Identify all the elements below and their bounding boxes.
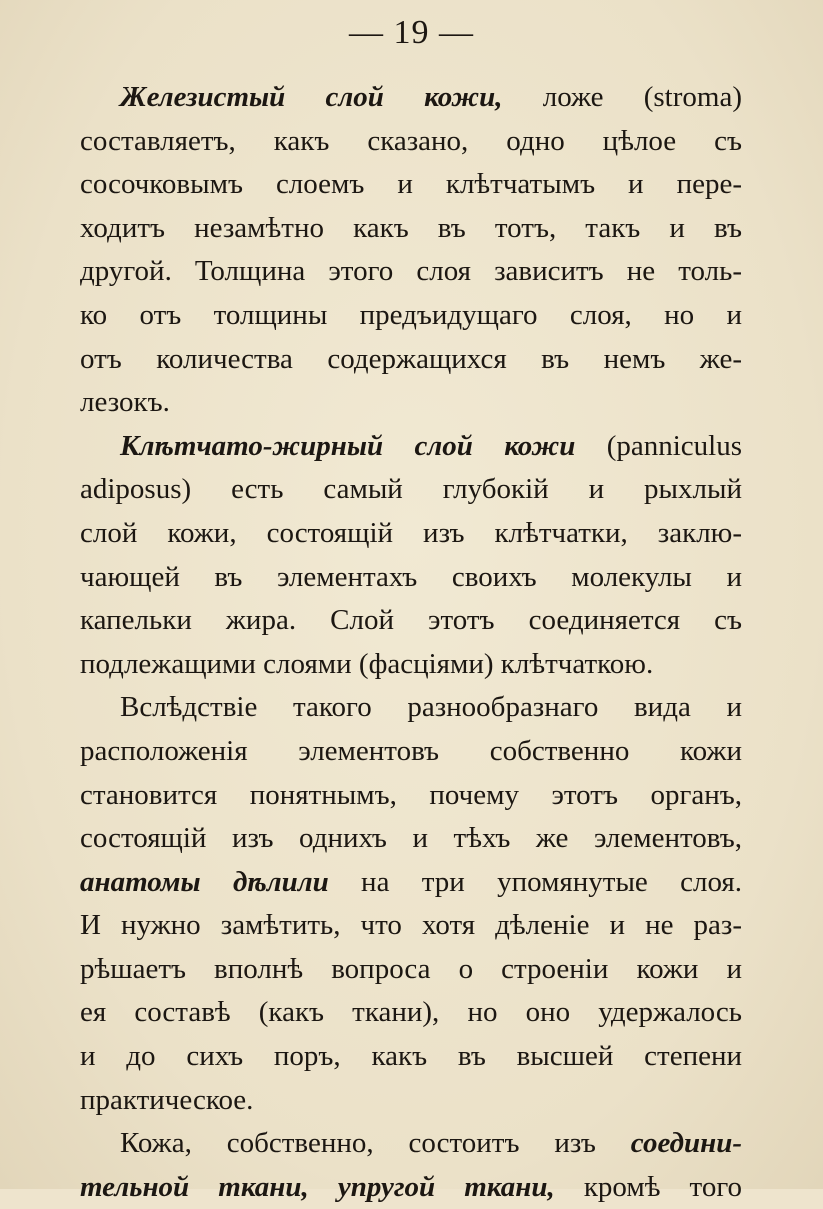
text-line: [80, 120, 742, 164]
text-run: ложе (stroma): [502, 81, 742, 113]
text-run: Кожа, собственно, состоитъ изъ: [120, 1127, 631, 1160]
text-run: состоящій изъ однихъ и тѣхъ же элементовъ,: [80, 822, 742, 855]
italic-term: тельной ткани, упругой ткани,: [80, 1170, 555, 1203]
italic-term: соедини-: [630, 1127, 742, 1160]
text-line: [80, 948, 742, 992]
text-line: [80, 730, 742, 774]
text-line: [80, 774, 742, 818]
text-run: (panniculus: [575, 429, 742, 462]
text-line: [80, 1035, 742, 1079]
text-line: [80, 468, 742, 512]
body-text: [80, 76, 742, 1209]
text-line: [80, 1079, 742, 1123]
text-run: составляетъ, какъ сказано, одно цѣлое съ: [80, 124, 742, 157]
text-run: ходитъ незамѣтно какъ въ тотъ, такъ и въ: [80, 211, 742, 244]
text-line: [80, 599, 742, 643]
text-run: чающей въ элементахъ своихъ молекулы и: [80, 560, 742, 593]
text-line: [80, 643, 742, 687]
text-line: [80, 163, 742, 207]
text-run: слой кожи, состоящій изъ клѣтчатки, заклю-: [80, 516, 742, 549]
text-run: на три упомянутые слоя.: [328, 865, 742, 898]
text-run: практическое.: [80, 1083, 254, 1116]
text-run: капельки жира. Слой этотъ соединяется съ: [80, 604, 742, 637]
text-run: И нужно замѣтить, что хотя дѣленіе и не раз-: [80, 909, 742, 942]
text-run: рѣшаетъ вполнѣ вопроса о строеніи кожи и: [80, 952, 742, 985]
text-run: лезокъ.: [80, 386, 170, 419]
text-line: [80, 512, 742, 556]
text-run: и до сихъ поръ, какъ въ высшей степени: [80, 1040, 742, 1073]
text-line: [80, 861, 742, 905]
text-run: adiposus) есть самый глубокій и рыхлый: [80, 473, 742, 506]
text-run: Вслѣдствіе такого разнообразнаго вида и: [120, 691, 742, 724]
text-line: [80, 294, 742, 338]
text-line: [80, 1122, 742, 1166]
text-line: [80, 991, 742, 1035]
text-line: [80, 556, 742, 600]
text-line: [80, 425, 742, 469]
text-line: [80, 76, 742, 120]
italic-term: анатомы дѣлили: [80, 865, 329, 898]
text-line: [80, 817, 742, 861]
text-line: [80, 381, 742, 425]
italic-term: Клѣтчато-жирный слой кожи: [120, 429, 576, 462]
text-line: [80, 338, 742, 382]
text-line: [80, 686, 742, 730]
text-run: ея составѣ (какъ ткани), но оно удержалось: [80, 996, 742, 1029]
text-run: расположенія элементовъ собственно кожи: [80, 734, 742, 767]
italic-term: Железистый слой кожи,: [120, 81, 503, 113]
text-run: становится понятнымъ, почему этотъ органъ,: [80, 778, 742, 811]
text-run: отъ количества содержащихся въ немъ же-: [80, 342, 742, 375]
page-number: — 19 —: [349, 14, 474, 51]
text-line: [80, 904, 742, 948]
text-line: [80, 250, 742, 294]
text-run: другой. Толщина этого слоя зависитъ не толь-: [80, 255, 742, 288]
text-line: [80, 1166, 742, 1209]
text-line: [80, 207, 742, 251]
text-run: ко отъ толщины предъидущаго слоя, но и: [80, 298, 742, 331]
text-run: подлежащими слоями (фасціями) клѣтчаткою.: [80, 647, 654, 680]
text-run: кромѣ того: [554, 1170, 742, 1203]
text-run: сосочковымъ слоемъ и клѣтчатымъ и пере-: [80, 168, 742, 201]
